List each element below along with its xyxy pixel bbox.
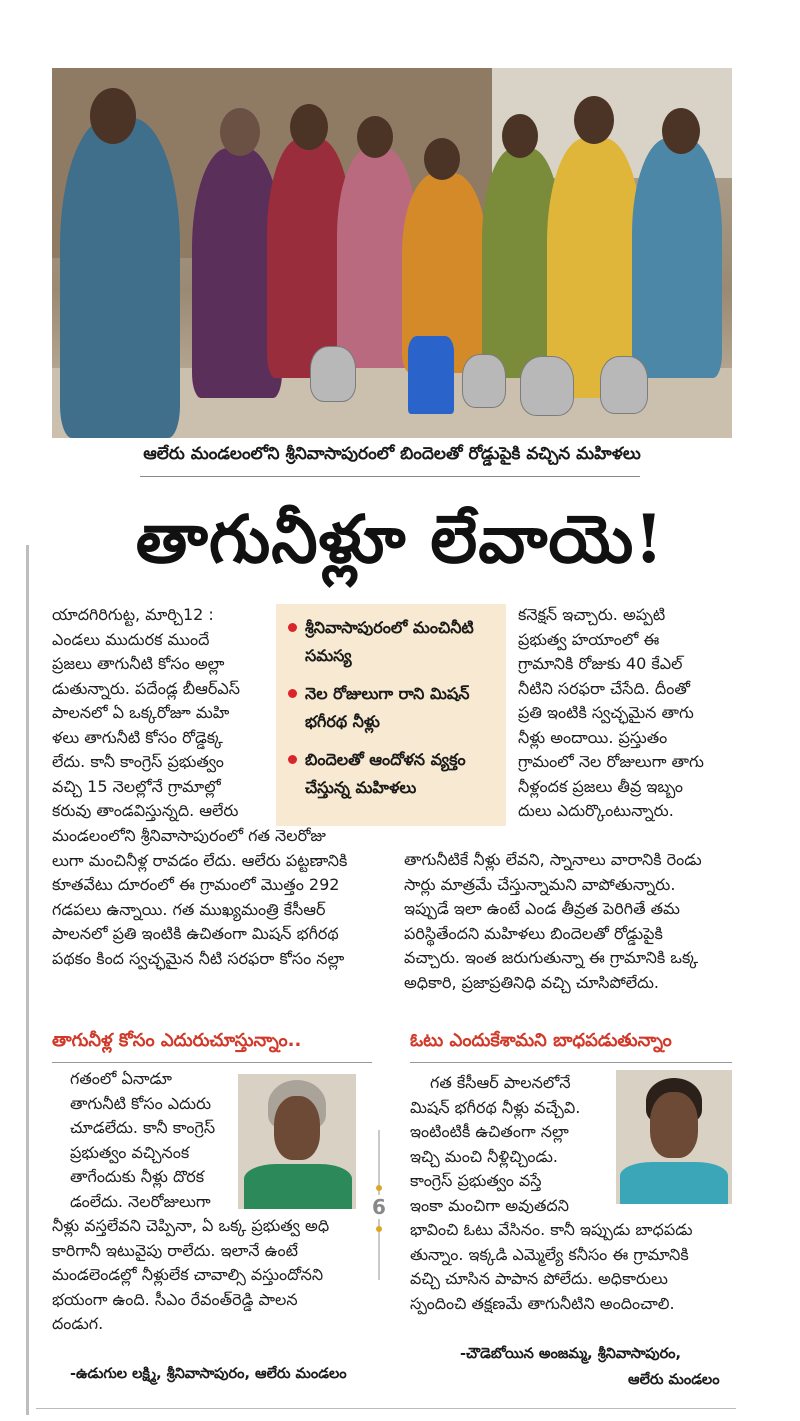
caption-underline (140, 476, 640, 477)
article-line: లేదు. కానీ కాంగ్రెస్ ప్రభుత్వం (52, 752, 224, 771)
quote-line: తున్నాం. ఇక్కడి ఎమ్మెల్యే కనీసం ఈ గ్రామానికి (410, 1244, 689, 1264)
woman-head (574, 96, 614, 144)
saree (620, 1162, 728, 1204)
woman-head (502, 114, 538, 158)
article-line: పరిస్థితేందని మహిళలు బిందెలతో రోడ్డుపైకి (404, 923, 663, 943)
article-line: లుగా మంచినీళ్ల రావడం లేదు. ఆలేరు పట్టణానికి (52, 850, 348, 870)
quote-line: తాగేందుకు నీళ్లు దొరక (70, 1167, 205, 1186)
box-right-text (410, 1071, 606, 1218)
highlight-text: శ్రీనివాసాపురంలో మంచినీటి సమస్య (305, 618, 474, 665)
quote-line: మిషన్ భగీరథ నీళ్లు వచ్చేవి. (410, 1097, 581, 1117)
quote-line: చూడలేదు. కానీ కాంగ్రెస్ (70, 1118, 216, 1137)
box-left-text-wide (52, 1214, 368, 1337)
quote-line: గతంలో ఏనాడూ (70, 1069, 172, 1088)
quote-line: ప్రభుత్వం వచ్చినంక (70, 1142, 190, 1162)
article-line: సార్లు మాత్రమే చేస్తున్నామని వాపోతున్నారు. (404, 874, 676, 894)
water-can (408, 336, 454, 414)
quote-line: భావించి ఓటు వేసినం. కానీ ఇప్పుడు బాధపడు (410, 1220, 693, 1239)
left-margin-rule (26, 545, 29, 1415)
quote-line: వచ్చి చూసిన పాపాన పోలేదు. అధికారులు (410, 1269, 668, 1288)
article-line: వచ్చారు. ఇంత జరుగుతున్నా ఈ గ్రామానికి ఒక్క (404, 948, 699, 967)
woman-head (357, 116, 393, 158)
article-line: పాలనలో ప్రతి ఇంటికి ఉచితంగా మిషన్ భగీరథ (52, 924, 339, 943)
quote-line: ఇంటింటికీ ఉచితంగా నల్లా (410, 1122, 569, 1141)
article-column-3-continued (404, 848, 732, 995)
article-line: తాగునీటికే నీళ్లు లేవని, స్నానాలు వారానికి రెండు (404, 850, 702, 869)
bullet-icon (288, 689, 297, 698)
portrait-anjamma (616, 1070, 732, 1204)
highlight-item (288, 680, 496, 736)
metal-pot (462, 354, 506, 408)
article-line: ఎండలు ముదురక ముందే (52, 629, 210, 649)
box-left-title: తాగునీళ్ల కోసం ఎదురుచూస్తున్నాం.. (52, 1030, 302, 1051)
article-line: గ్రామంలో నెల రోజులుగా తాగు (518, 752, 704, 771)
woman-head (220, 108, 260, 156)
highlight-text: బిందెలతో ఆందోళన వ్యక్తం చేస్తున్న మహిళలు (305, 750, 466, 797)
box-right-title: ఓటు ఎందుకేశామని బాధపడుతున్నాం (410, 1030, 672, 1051)
article-line: యాదగిరిగుట్ట, మార్చి12 : (52, 605, 214, 624)
article-column-3 (518, 603, 732, 824)
article-line: నీటిని సరఫరా చేసేది. దీంతో (518, 678, 690, 698)
quote-line: భయంగా ఉంది. సీఎం రేవంత్‌రెడ్డి పాలన (52, 1289, 298, 1309)
box-right-rule (410, 1062, 732, 1063)
article-line: ళలు తాగునీటి కోసం రోడ్డెక్క (52, 727, 223, 747)
quote-line: కాంగ్రెస్ ప్రభుత్వం వస్తే (410, 1171, 542, 1190)
article-line: మండలంలోని శ్రీనివాసాపురంలో గత నెలరోజు (52, 826, 326, 845)
woman-figure (60, 118, 180, 438)
metal-pot (520, 356, 574, 416)
article-line: గ్రామానికి రోజుకు 40 కేఎల్ (518, 654, 683, 673)
article-line: నీళ్లు అందాయి. ప్రస్తుతం (518, 727, 668, 747)
photo-caption: ఆలేరు మండలంలోని శ్రీనివాసాపురంలో బిందెలతో రోడ్డుపైకి వచ్చిన మహిళలు (143, 444, 641, 464)
article-line: కూతవేటు దూరంలో ఈ గ్రామంలో మొత్తం 292 (52, 875, 340, 894)
bullet-icon (288, 623, 297, 632)
article-line: పథకం కింద స్వచ్ఛమైన నీటి సరఫరా కోసం నల్లా (52, 948, 345, 968)
quote-line: డంలేదు. నెలరోజులుగా (70, 1191, 211, 1211)
article-line: ఇప్పుడే ఇలా ఉంటే ఎండ తీవ్రత పెరిగితే తమ (404, 899, 680, 918)
box-left-text (70, 1067, 230, 1214)
quote-line: ఇచ్చి మంచి నీళ్లిచ్చిండు. (410, 1146, 559, 1166)
headline: తాగునీళ్లూ లేవాయె! (135, 500, 665, 578)
article-column-1-continued (52, 824, 392, 971)
box-left-rule (52, 1062, 372, 1063)
quote-line: స్పందించి తక్షణమే తాగునీటిని అందించాలి. (410, 1293, 675, 1313)
article-line: కరువు తాండవిస్తున్నది. ఆలేరు (52, 801, 239, 820)
article-line: పాలనలో ఏ ఒక్కరోజూ మహి (52, 703, 230, 722)
metal-pot (310, 346, 356, 402)
article-column-1 (52, 603, 266, 824)
quote-line: నీళ్లు వస్తలేవని చెప్పినా, ఏ ఒక్క ప్రభుత్వ అధి (52, 1216, 330, 1235)
metal-pot (600, 356, 648, 414)
article-line: ప్రతి ఇంటికి స్వచ్ఛమైన తాగు (518, 703, 694, 722)
highlight-item (288, 746, 496, 802)
portrait-lakshmi (238, 1074, 356, 1209)
woman-head (290, 104, 328, 150)
article-line: అధికారి, ప్రజాప్రతినిధి వచ్చి చూసిపోలేదు. (404, 972, 660, 992)
article-line: నీళ్లందక ప్రజలు తీవ్ర ఇబ్బం (518, 776, 684, 796)
quote-line: గత కేసీఆర్ పాలనలోనే (430, 1073, 571, 1092)
quote-line: మండలెండల్లో నీళ్లులేక చావాల్సి వస్తుందోనని (52, 1265, 324, 1284)
quote-line: దండుగ. (52, 1314, 104, 1333)
article-line: కనెక్షన్ ఇచ్చారు. అప్పటి (518, 605, 666, 624)
highlights-box (276, 604, 506, 826)
woman-head (90, 88, 136, 144)
quote-line: ఇంకా మంచిగా అవుతదని (410, 1195, 569, 1215)
highlight-text: నెల రోజులుగా రాని మిషన్ భగీరథ నీళ్లు (305, 684, 470, 731)
article-line: ప్రజలు తాగునీటి కోసం అల్లా (52, 654, 225, 673)
box-right-signature-line1: -చౌడెబోయిన అంజమ్మ, శ్రీనివాసాపురం, (460, 1346, 682, 1362)
bottom-rule (36, 1408, 736, 1409)
quote-line: తాగునీటి కోసం ఎదురు (70, 1093, 212, 1113)
news-photo (52, 68, 732, 438)
box-right-text-wide (410, 1218, 732, 1316)
quote-line: కారిగానీ ఇటువైపు రాలేదు. ఇలానే ఉంటే (52, 1240, 298, 1260)
article-line: ప్రభుత్వ హయాంలో ఈ (518, 629, 660, 649)
decor-dot-icon (376, 1185, 382, 1191)
woman-figure (632, 138, 722, 378)
woman-head (662, 108, 700, 154)
woman-head (424, 138, 460, 180)
saree (244, 1164, 352, 1209)
article-line: గడపలు ఉన్నాయి. గత ముఖ్యమంత్రి కేసీఆర్ (52, 899, 326, 919)
page-number: 6 (369, 1195, 389, 1219)
box-left-signature: -ఉడుగుల లక్ష్మి, శ్రీనివాసాపురం, ఆలేరు మండలం (70, 1366, 347, 1382)
article-line: దులు ఎదుర్కొంటున్నారు. (518, 801, 674, 820)
face (274, 1096, 320, 1160)
box-right-signature-line2: ఆలేరు మండలం (628, 1372, 720, 1388)
decor-dot-icon (376, 1226, 382, 1232)
highlight-item (288, 614, 496, 670)
article-line: డుతున్నారు. పదేండ్ల బీఆర్ఎస్ (52, 678, 240, 698)
face (650, 1092, 698, 1158)
bullet-icon (288, 755, 297, 764)
article-line: వచ్చి 15 నెలల్లోనే గ్రామాల్లో (52, 776, 221, 796)
